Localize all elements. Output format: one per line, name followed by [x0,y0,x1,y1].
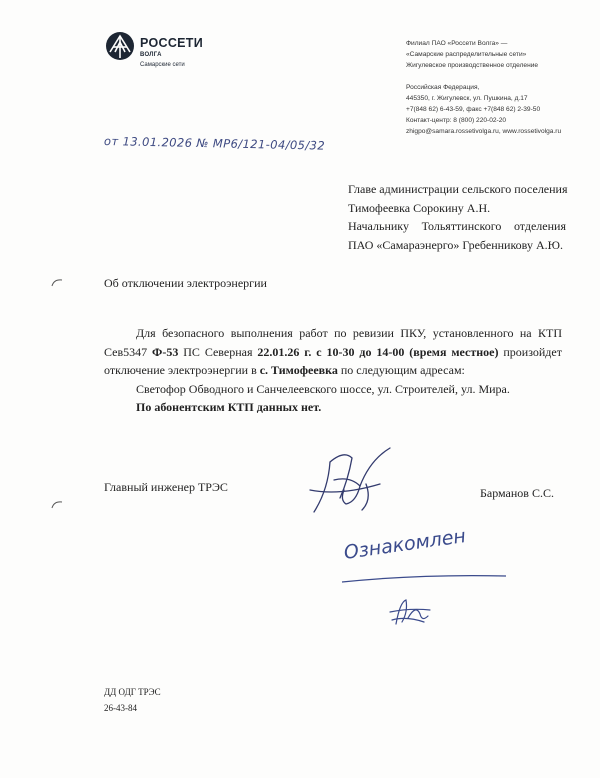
acknowledgement-signature [386,594,436,630]
punch-mark [50,500,64,510]
sender-address-line: Российская Федерация, [406,83,480,91]
addressee-word: Начальнику [348,219,409,234]
rosseti-logo-mark-icon [104,30,136,62]
addressee-line: Главе администрации сельского поселения [348,182,568,196]
feeder-id: Ф-53 [152,344,179,359]
handwritten-signature [300,440,410,520]
body-text: Для безопасного выполнения работ по ревизии ПКУ, установленного на КТП Сев5347 [104,326,562,359]
addressee-word: отделения [513,219,566,234]
body-text: ПС Северная [178,344,258,359]
body-paragraph [104,324,562,380]
sender-contact-center: Контакт-центр: 8 (800) 220-02-20 [406,117,507,125]
letter-body [104,324,562,417]
signatory-name: Барманов С.С. [480,486,554,500]
outage-addresses: Светофор Обводного и Санчелеевского шоссе, ул. Строителей, ул. Мира. [136,381,510,396]
logo-name: РОССЕТИ [140,36,204,50]
outage-settlement: с. Тимофеевка [259,363,338,377]
sender-line: «Самарские распределительные сети» [406,51,527,59]
acknowledgement-note [340,525,520,592]
sender-block [406,38,594,138]
sender-line: Жигулевское производственное отделение [406,62,539,70]
letter-subject: Об отключении электроэнергии [104,276,267,290]
punch-mark [50,278,64,288]
addressee-word: Тольяттинского [421,219,502,234]
company-logo [104,30,244,80]
addressee-block [348,180,568,254]
addressee-line: ПАО «Самараэнерго» Гребенникову А.Ю. [348,237,563,252]
registration-text: от 13.01.2026 № МР6/121-04/05/32 [103,134,326,153]
outage-time: 22.01.26 г. с 10-30 до 14-00 (время местное) [257,344,499,359]
sender-email-line: zhigpo@samara.rossetivolga.ru, www.rossetivolga.ru [406,128,562,136]
signatory-title: Главный инженер ТРЭС [104,480,228,494]
footer-block [104,684,161,716]
footer-department: ДД ОДГ ТРЭС [104,687,161,697]
sender-phone-line: +7(848 62) 6-43-59, факс +7(848 62) 2-39-50 [406,106,541,114]
acknowledgement-underline [340,572,510,584]
sender-line: Филиал ПАО «Россети Волга» — [406,40,508,47]
footer-phone: 26-43-84 [104,703,137,713]
sender-address-line: 445350, г. Жигулевск, ул. Пушкина, д.17 [406,94,528,102]
logo-sub: ВОЛГА [140,52,162,58]
subscriber-note: По абонентским КТП данных нет. [136,400,322,414]
body-text: произойдет отключение электроэнергии в [104,344,562,377]
addressee-line [348,217,566,236]
acknowledgement-text: Ознакомлен [342,525,468,564]
addressee-line: Тимофеевка Сорокину А.Н. [348,200,491,215]
registration-number [104,134,364,154]
logo-branch: Самарские сети [140,62,185,68]
body-text: по следующим адресам: [337,363,465,377]
